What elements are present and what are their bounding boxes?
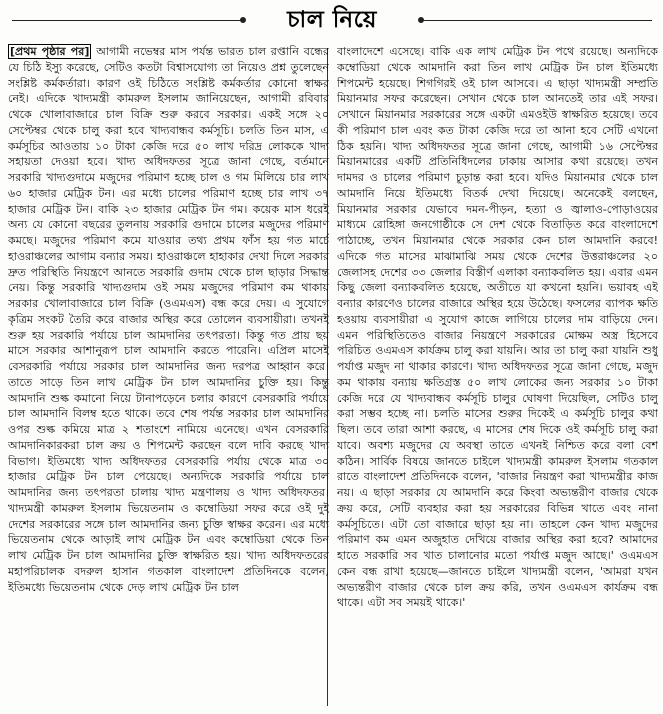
continuation-kicker: [প্রথম পৃষ্ঠার পর] bbox=[10, 45, 90, 58]
headline: চাল নিয়ে bbox=[287, 6, 377, 33]
column-right-text bbox=[337, 44, 658, 611]
column-left bbox=[8, 44, 329, 708]
right-header-rule bbox=[420, 20, 652, 21]
column-left-body: আগামী নভেম্বর মাস পর্যন্ত ভারত চাল রপ্তানি বন্ধের যে চিঠি ইস্যু করেছে, সেটিও কতটা বিশ্বাসযোগ্য তা নিয়েও প্রশ্ন তুলেছেন সংশ্লিষ্ট কর্মকর্তারা। কারণ ওই চিঠিতে সংশ্লিষ্ট কর্মকর্তার কোনো স্বাক্ষর নেই। এদিকে খাদ্যমন্ত্রী কামরুল ইসলাম জানিয়েছেন, আগামী রবিবার থেকে খোলাবাজারে চাল বিক্রি শুরু করবে সরকার। একই সঙ্গে ২০ সেপ্টেম্বর থেকে চালু করা হবে খাদ্যবান্ধব কর্মসূচি। চলতি তিন মাস, এ কর্মসূচির আওতায় ১০ টাকা কেজি দরে ৫০ লাখ দরিদ্র লোককে খাদ্য সহায়তা দেওয়া হবে। খাদ্য অধিদফতর সূত্রে জানা গেছে, বর্তমানে সরকারি খাদ্যগুদামে মজুদের পরিমাণ হচ্ছে চাল ও গম মিলিয়ে চার লাখ ৬০ হাজার মেট্রিক টন। এর মধ্যে চালের পরিমাণ হচ্ছে চার লাখ ৩৭ হাজার মেট্রিক টন। বাকি ২৩ হাজার মেট্রিক টন গম। কয়েক মাস ধরেই অন্য যে কোনো বছরের তুলনায় সরকারি গুদামে চালের মজুদের পরিমাণ কমছে। মজুদের পরিমাণ কমে যাওয়ার তথ্য প্রথম ফাঁস হয় গত মার্চে হাওরাঞ্চলের আগাম বন্যার সময়। হাওরাঞ্চলে হাহাকার দেখা দিলে সরকার দ্রুত পরিস্থিতি নিয়ন্ত্রণে আনতে সরকারি গুদাম থেকে চাল ছাড়ার সিদ্ধান্ত নেয়। কিন্তু সরকারি খাদ্যগুদাম ওই সময় মজুদের পরিমাণ কম থাকায় সরকার খোলাবাজারে চাল বিক্রি (ওএমএস) বন্ধ করে দেয়। এ সুযোগে কৃত্রিম সংকট তৈরি করে বাজার অস্থির করে তোলেন ব্যবসায়ীরা। তখনই শুরু হয় সরকারি পর্যায়ে চাল আমদানির তৎপরতা। কিন্তু গত প্রায় ছয় মাসে সরকার আশানুরূপ চাল আমদানি করতে পারেনি। এপ্রিল মাসেই বেসরকারি পর্যায়ে সরকার চাল আমদানির জন্য দরপত্র আহ্বান করে। তাতে সাড়ে তিন লাখ মেট্রিক টন চাল আমদানির চুক্তি হয়। কিন্তু আমদানি শুল্ক কমানো নিয়ে টানাপড়েনে চলার কারণে বেসরকারি পর্যায়ে চাল আমদানি বিলম্ব হতে থাকে। তবে শেষ পর্যন্ত সরকার চাল আমদানির ওপর শুল্ক কমিয়ে মাত্র ২ শতাংশে নামিয়ে এনেছে। এখন বেসরকারি আমদানিকারকরা চাল ক্রয় ও শিপমেন্ট করছেন বলে দাবি করছে খাদ্য বিভাগ। ইতিমধ্যে খাদ্য অধিদফতর বেসরকারি পর্যায় থেকে মাত্র ৩০ হাজার মেট্রিক টন চাল পেয়েছে। অন্যদিকে সরকারি পর্যায়ে চাল আমদানির জন্য তৎপরতা চালায় খাদ্য মন্ত্রণালয় ও খাদ্য অধিদফতর। খাদ্যমন্ত্রী কামরুল ইসলাম ভিয়েতনাম ও কম্বোডিয়া সফর করে ওই দুই দেশের সরকারের সঙ্গে চাল আমদানির জন্য চুক্তি স্বাক্ষর করেন। এর মধ্যে ভিয়েতনাম থেকে আড়াই লাখ মেট্রিক টন এবং কম্বোডিয়া থেকে তিন লাখ মেট্রিক টন চাল আমদানির চুক্তি স্বাক্ষরিত হয়। খাদ্য অধিদফতরের মহাপরিচালক বদরুল হাসান গতকাল বাংলাদেশ প্রতিদিনকে বলেন, ইতিমধ্যে ভিয়েতনাম থেকে দেড় লাখ মেট্রিক টন চাল bbox=[8, 45, 329, 594]
article-columns bbox=[8, 44, 658, 708]
column-right bbox=[337, 44, 658, 708]
left-header-rule bbox=[12, 20, 244, 21]
column-right-body: বাংলাদেশে এসেছে। বাকি এক লাখ মেট্রিক টন পথে রয়েছে। অন্যদিকে কম্বোডিয়া থেকে আমদানি করা তিন লাখ মেট্রিক টন চাল ইতিমধ্যে শিপমেন্ট হয়েছে। শিগগিরই ওই চাল আসবে। এ ছাড়া খাদ্যমন্ত্রী সম্প্রতি মিয়ানমার সফর করেছেন। সেখান থেকে চাল আনতেই তার এই সফর। সেখানে মিয়ানমার সরকারের সঙ্গে একটা এমওইউ স্বাক্ষরিত হয়েছে। তবে কী পরিমাণ চাল এবং কত টাকা কেজি দরে তা আনা হবে সেটি এখনো ঠিক হয়নি। খাদ্য অধিদফতর সূত্রে জানা গেছে, আগামী ১৬ সেপ্টেম্বর মিয়ানমারের একটি প্রতিনিধিদলের ঢাকায় আসার কথা রয়েছে। তখন দামদর ও চালের পরিমাণ চূড়ান্ত করা হবে। যদিও মিয়ানমার থেকে চাল আমদানি নিয়ে ইতিমধ্যে বিতর্ক দেখা দিয়েছে। অনেকেই বলছেন, মিয়ানমার সরকার যেভাবে দমন-পীড়ন, হত্যা ও জ্বালাও-পোড়াওয়ের মাধ্যমে রোহিঙ্গা জনগোষ্ঠীকে সে দেশ থেকে বিতাড়িত করে বাংলাদেশে পাঠাচ্ছে, তখন মিয়ানমার থেকে সরকার কেন চাল আমদানি করবে! এদিকে গত মাসের মাঝামাঝি সময় থেকে দেশের উত্তরাঞ্চলের ২০ জেলাসহ দেশের ৩৩ জেলার বিস্তীর্ণ এলাকা বন্যাকবলিত হয়। এবার এমন কিছু জেলা বন্যাকবলিত হয়েছে, অতীতে যা কখনো হয়নি। ভয়াবহ এই বন্যার কারণেও চালের বাজারে অস্থির হয়ে উঠেছে। ফসলের ব্যাপক ক্ষতি হওয়ায় ব্যবসায়ীরা এ সুযোগ কাজে লাগিয়ে চালের দাম বাড়িয়ে দেন। এমন পরিস্থিতিতেও বাজার নিয়ন্ত্রণে সরকারের মোক্ষম অস্ত্র হিসেবে পরিচিত ওএমএস কার্যক্রম চালু করা যায়নি। আর তা চালু করা যায়নি শুধু পর্যাপ্ত মজুদ না থাকার কারণে। খাদ্য অধিদফতর সূত্রে জানা গেছে, মজুদ কম থাকায় বন্যায় ক্ষতিগ্রস্ত ৫০ লাখ লোকের জন্য সরকার ১০ টাকা কেজি দরে যে খাদ্যবান্ধব কর্মসূচি চালুর ঘোষণা দিয়েছিল, সেটিও চালু করা সম্ভব হচ্ছে না। চলতি মাসের শুরুর দিকেই এ কর্মসূচি চালুর কথা ছিল। তবে তারা আশা করছে, এ মাসের শেষ দিকে ওই কর্মসূচি চালু করা যাবে। অবশ্য মজুদের যে অবস্থা তাতে এখনই নিশ্চিত করে বলা বেশ কঠিন। সার্বিক বিষয়ে জানতে চাইলে খাদ্যমন্ত্রী কামরুল ইসলাম গতকাল রাতে বাংলাদেশ প্রতিদিনকে বলেন, 'বাজার নিয়ন্ত্রণ করা খাদ্যমন্ত্রীর কাজ নয়। এ ছাড়া সরকার যে আমদানি করে কিংবা অভ্যন্তরীণ বাজার থেকে ক্রয় করে, সেটি ব্যবহার করা হয় সরকারের বিভিন্ন খাতে এবং নানা কর্মসূচিতে। এটা তো বাজারে ছাড়া হয় না। তাহলে কেন খাদ্য মজুদের পরিমাণ কম এমন অজুহাত দেখিয়ে বাজার অস্থির করা হবে? আমাদের হাতে সরকারি সব খাত চালানোর মতো পর্যাপ্ত মজুদ আছে।' ওএমএস কেন বন্ধ রাখা হয়েছে—জানতে চাইলে খাদ্যমন্ত্রী বলেন, 'আমরা যখন অভ্যন্তরীণ বাজার থেকে চাল ক্রয় করি, তখন ওএমএস কার্যক্রম বন্ধ থাকে। এটা সব সময়ই থাকে।' bbox=[337, 45, 658, 610]
article-header bbox=[0, 0, 663, 44]
column-left-text bbox=[8, 44, 329, 595]
